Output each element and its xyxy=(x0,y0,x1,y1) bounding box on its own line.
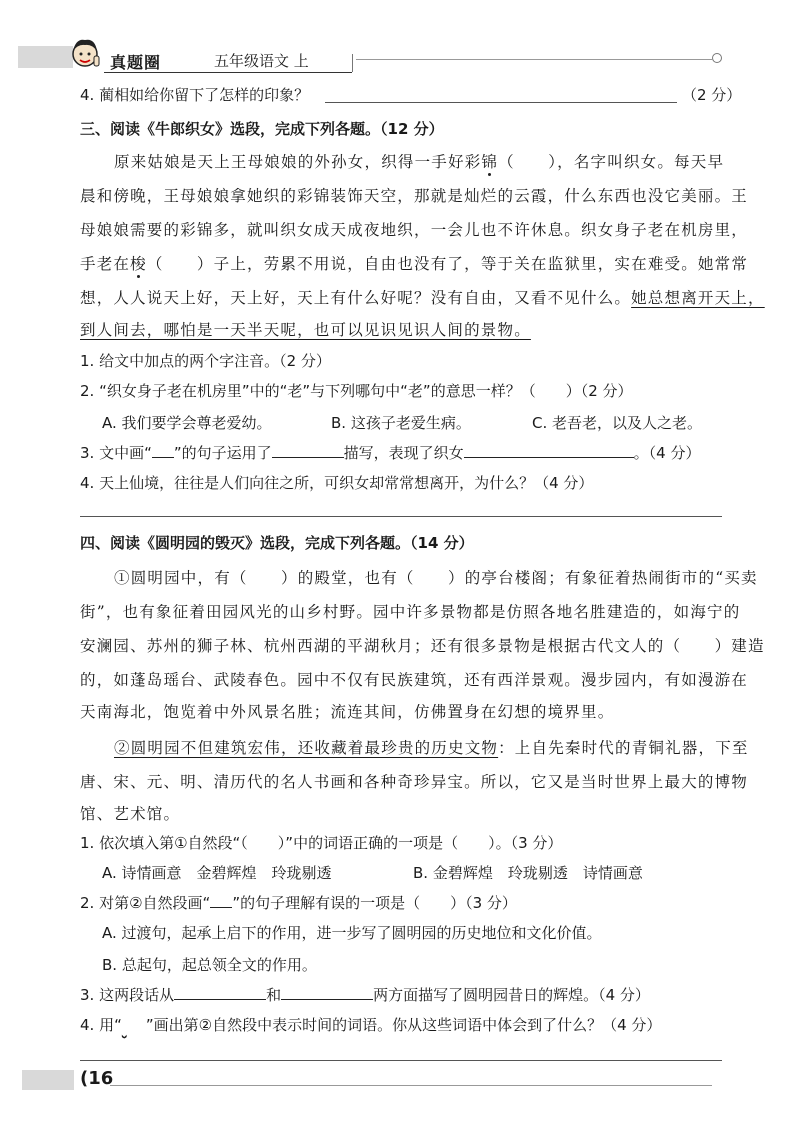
dotted-char: 梭 xyxy=(130,255,147,273)
text-span: 3. 文中画“ xyxy=(80,444,152,462)
section3-title: 三、阅读《牛郎织女》选段，完成下列各题。（12 分） xyxy=(80,120,444,138)
text-span: 想，人人说天上好，天上好，天上有什么好呢？没有自由，又看不见什么。 xyxy=(80,289,632,307)
text-span: ”的句子理解有误的一项是（ ）（3 分） xyxy=(232,894,517,912)
wavy-mark xyxy=(122,1016,146,1034)
section4-para1-line: 天南海北，饱览着中外风景名胜；流连其间，仿佛置身在幻想的境界里。 xyxy=(80,703,615,721)
prev-question-4-text: 4. 蔺相如给你留下了怎样的印象？ xyxy=(80,86,310,104)
page-number-value: 16 xyxy=(88,1068,114,1089)
text-span: （ ），名字叫织女。每天早 xyxy=(498,153,725,171)
header-tick xyxy=(352,54,353,72)
text-span: 两方面描写了圆明园昔日的辉煌。（4 分） xyxy=(373,986,650,1004)
text-span: 描写，表现了织女 xyxy=(343,444,464,462)
blank-line xyxy=(464,443,634,458)
header-circle xyxy=(712,53,722,63)
section4-para1-line: 的，如蓬岛瑶台、武陵春色。园中不仅有民族建筑，还有西洋景观。漫步园内，有如漫游在 xyxy=(80,671,749,689)
answer-line xyxy=(325,102,677,103)
blank-line xyxy=(174,985,266,1000)
section4-q3 xyxy=(80,984,650,1005)
boy-mascot-icon xyxy=(66,34,104,72)
section3-q3 xyxy=(80,442,700,463)
section3-q2-option-c: C. 老吾老，以及人之老。 xyxy=(532,414,703,432)
section3-q2-option-b: B. 这孩子老爱生病。 xyxy=(331,414,471,432)
dotted-char: 锦 xyxy=(481,153,499,171)
answer-line xyxy=(80,516,722,517)
prev-question-4-score: （2 分） xyxy=(682,86,742,104)
section4-q1-option-a: A. 诗情画意 金碧辉煌 玲珑剔透 xyxy=(102,864,332,882)
text-span: 原来姑娘是天上王母娘娘的外孙女，织得一手好彩 xyxy=(114,153,482,171)
blank-line xyxy=(272,443,344,458)
blank-line xyxy=(210,893,232,908)
section4-q2-option-a: A. 过渡句，起承上启下的作用，进一步写了圆明园的历史地位和文化价值。 xyxy=(102,924,602,942)
section4-para2-line xyxy=(114,736,749,758)
text-span: 和 xyxy=(266,986,282,1004)
section3-para-line: 晨和傍晚，王母娘娘拿她织的彩锦装饰天空，那就是灿烂的云霞，什么东西也没它美丽。王 xyxy=(80,187,749,205)
section4-para1-line: ①圆明园中，有（ ）的殿堂，也有（ ）的亭台楼阁；有象征着热闹街市的“买卖 xyxy=(114,569,758,587)
section4-q2 xyxy=(80,892,517,913)
answer-line xyxy=(80,1060,722,1061)
section4-para2-line: 唐、宋、元、明、清历代的名人书画和各种奇珍异宝。所以，它又是当时世界上最大的博物 xyxy=(80,773,749,791)
header-rule xyxy=(104,72,352,73)
text-span: 手老在 xyxy=(80,255,131,273)
underlined-sentence: 她总想离开天上， xyxy=(631,289,765,307)
section4-q4 xyxy=(80,1014,661,1035)
footer-rule xyxy=(110,1085,712,1086)
section4-q2-option-b: B. 总起句，起总领全文的作用。 xyxy=(102,956,317,974)
section3-q2-option-a: A. 我们要学会尊老爱幼。 xyxy=(102,414,272,432)
section3-q2: 2. “织女身子老在机房里”中的“老”与下列哪句中“老”的意思一样？（ ）（2 分） xyxy=(80,382,633,400)
header-thin-rule xyxy=(356,59,712,60)
section3-para-line xyxy=(80,252,748,274)
text-span: 2. 对第②自然段画“ xyxy=(80,894,211,912)
section3-para-line xyxy=(80,318,531,340)
brand-title: 真题圈 xyxy=(110,53,162,72)
section3-q4: 4. 天上仙境，往往是人们向往之所，可织女却常常想离开，为什么？（4 分） xyxy=(80,474,594,492)
header-decor-bar xyxy=(18,46,73,68)
text-span: ：上自先秦时代的青铜礼器，下至 xyxy=(498,739,749,757)
text-span: 3. 这两段话从 xyxy=(80,986,175,1004)
text-span: 。（4 分） xyxy=(633,444,701,462)
section4-q1-option-b: B. 金碧辉煌 玲珑剔透 诗情画意 xyxy=(413,864,643,882)
subject-label: 五年级语文 上 xyxy=(214,52,309,70)
section4-para1-line: 街”，也有象征着田园风光的山乡村野。园中许多景物都是仿照各地名胜建造的，如海宁的 xyxy=(80,603,741,621)
text-span: ”画出第②自然段中表示时间的词语。你从这些词语中体会到了什么？（4 分） xyxy=(145,1016,662,1034)
blank-line xyxy=(281,985,373,1000)
footer-decor-bar xyxy=(22,1070,74,1090)
section3-para-line: 母娘娘需要的彩锦多，就叫织女成天成夜地织，一会儿也不许休息。织女身子老在机房里， xyxy=(80,221,749,239)
section4-para2-line: 馆、艺术馆。 xyxy=(80,805,181,823)
section3-q1: 1. 给文中加点的两个字注音。（2 分） xyxy=(80,352,331,370)
text-span: ”的句子运用了 xyxy=(173,444,272,462)
underlined-sentence: ②圆明园不但建筑宏伟，还收藏着最珍贵的历史文物 xyxy=(114,739,499,757)
section4-title: 四、阅读《圆明园的毁灭》选段，完成下列各题。（14 分） xyxy=(80,534,474,552)
section3-para-line xyxy=(114,150,724,172)
underlined-sentence: 到人间去，哪怕是一天半天呢，也可以见识见识人间的景物。 xyxy=(80,321,531,339)
section4-q1: 1. 依次填入第①自然段“（ ）”中的词语正确的一项是（ ）。（3 分） xyxy=(80,834,563,852)
blank-line xyxy=(152,443,174,458)
section4-para1-line: 安澜园、苏州的狮子林、杭州西湖的平湖秋月；还有很多景物是根据古代文人的（ ）建造 xyxy=(80,637,765,655)
text-span: （ ）子上，劳累不用说，自由也没有了，等于关在监狱里，实在难受。她常常 xyxy=(146,255,749,273)
section3-para-line xyxy=(80,286,765,308)
prev-question-4 xyxy=(80,84,309,105)
page-number: (16 xyxy=(80,1068,114,1089)
text-span: 4. 用“ xyxy=(80,1016,122,1034)
